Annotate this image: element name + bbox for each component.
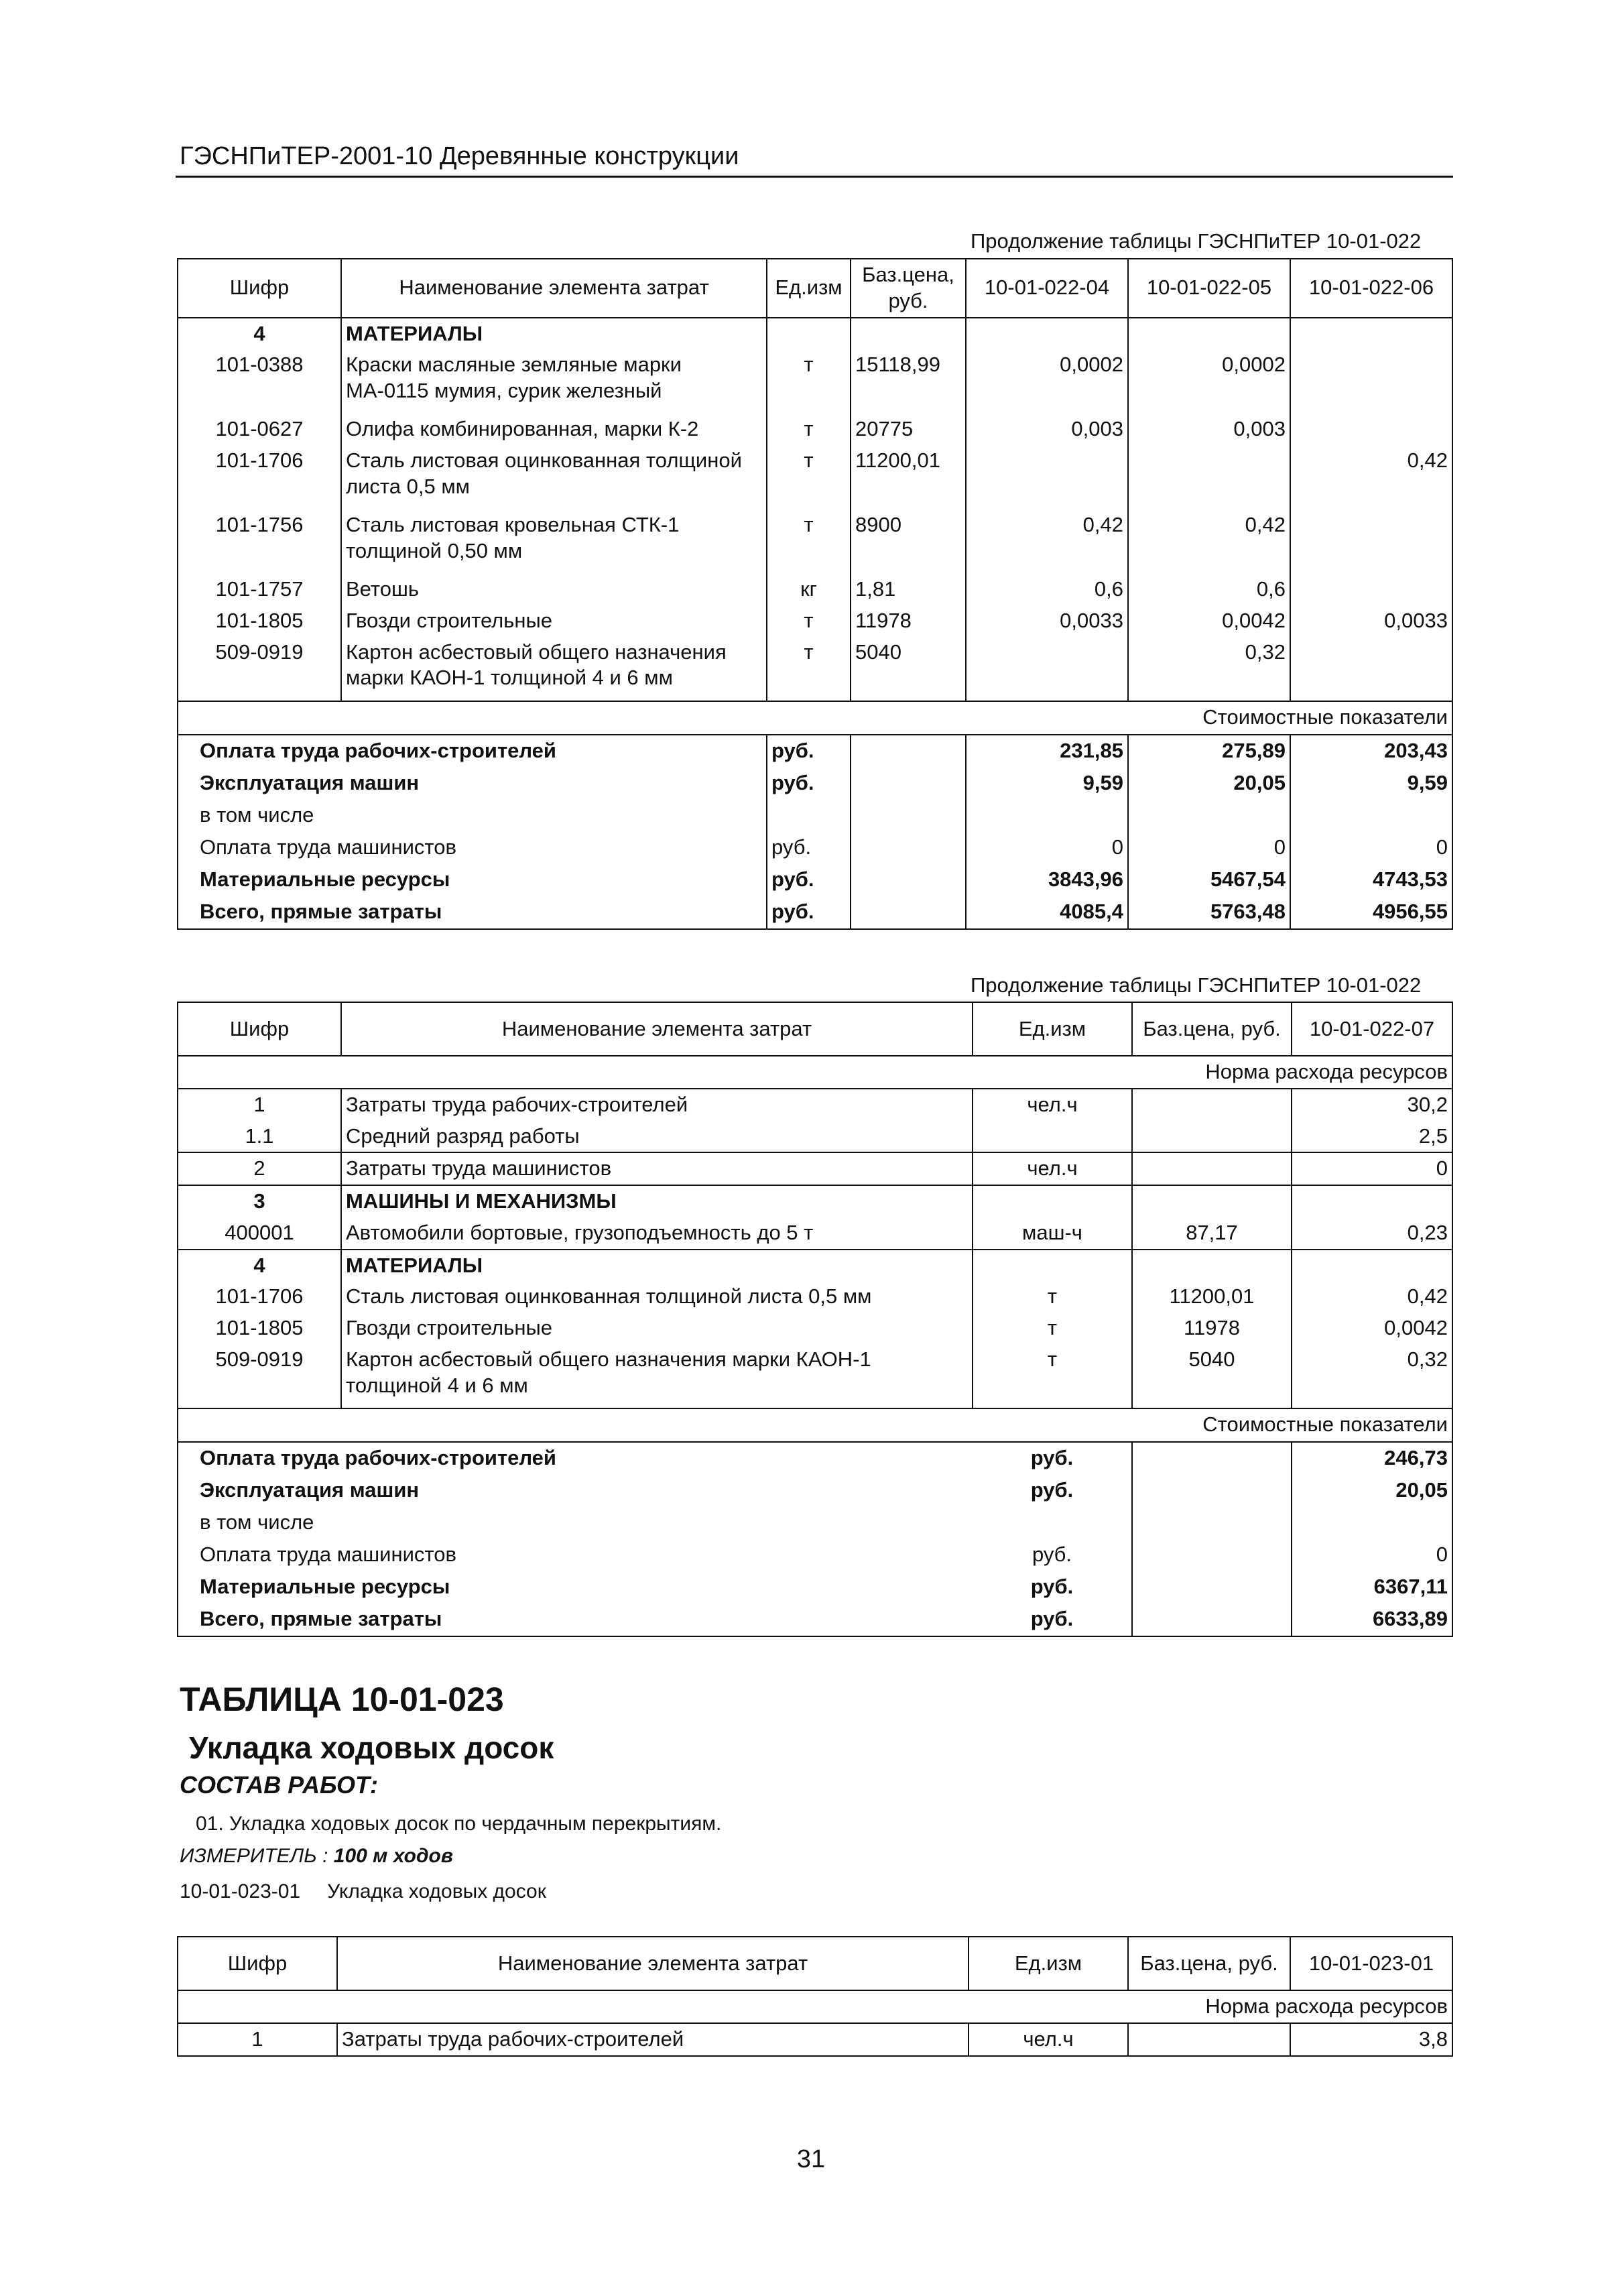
cost-row <box>178 832 1452 864</box>
cell-name: Затраты труда машинистов <box>341 1152 973 1185</box>
cell-price <box>1132 1152 1292 1185</box>
cost-row <box>178 1507 1452 1539</box>
cell-unit: т <box>767 637 851 701</box>
cell-code: 1 <box>178 1089 341 1121</box>
cell-v1: 0,42 <box>966 509 1128 574</box>
th-price: Баз.цена, руб. <box>1128 1937 1290 1990</box>
th-col-04: 10-01-022-04 <box>966 259 1128 318</box>
th-code: Шифр <box>178 259 341 318</box>
cost-value: 6367,11 <box>1292 1571 1452 1604</box>
cell-v2: 0,003 <box>1128 414 1290 445</box>
header-rule <box>176 176 1453 178</box>
table-row <box>178 637 1452 701</box>
cost-row <box>178 1604 1452 1636</box>
th-col-01: 10-01-023-01 <box>1290 1937 1452 1990</box>
cost-v3: 4743,53 <box>1290 864 1452 896</box>
cost-label: в том числе <box>178 800 767 832</box>
norm-code-name: Укладка ходовых досок <box>327 1880 546 1902</box>
table-row <box>178 1089 1452 1121</box>
cell-value: 0,23 <box>1292 1217 1452 1250</box>
table2-band-row <box>178 1408 1452 1442</box>
table2-section-row <box>178 1250 1452 1282</box>
cell-price <box>1132 1121 1292 1153</box>
table-row <box>178 445 1452 509</box>
cell-unit: чел.ч <box>973 1089 1132 1121</box>
table2 <box>177 1002 1453 1637</box>
cell-name: Гвозди строительные <box>341 605 767 637</box>
band-label: Стоимостные показатели <box>178 701 1452 735</box>
cell-unit: т <box>973 1313 1132 1344</box>
table2-header-row <box>178 1002 1452 1056</box>
measurer <box>180 1845 453 1868</box>
cell-code: 1 <box>178 2023 337 2056</box>
cost-row <box>178 1571 1452 1604</box>
cell-name: Сталь листовая оцинкованная толщиной листа 0,5 мм <box>341 1281 973 1313</box>
cost-v1: 231,85 <box>966 735 1128 768</box>
table-row <box>178 1281 1452 1313</box>
band-label: Стоимостные показатели <box>178 1408 1452 1442</box>
cost-v1: 0 <box>966 832 1128 864</box>
norm-code: 10-01-023-01 <box>180 1880 301 1902</box>
cell-code: 509-0919 <box>178 1344 341 1408</box>
cell-code: 101-0388 <box>178 349 341 414</box>
cost-row <box>178 1475 1452 1507</box>
cell-code: 509-0919 <box>178 637 341 701</box>
cell-code: 2 <box>178 1152 341 1185</box>
cell-v2: 0,6 <box>1128 574 1290 605</box>
cost-unit: руб. <box>973 1475 1132 1507</box>
table1-header-row <box>178 259 1452 318</box>
table1 <box>177 258 1453 930</box>
cell-v3 <box>1290 414 1452 445</box>
cost-label: Всего, прямые затраты <box>178 1604 973 1636</box>
cost-row <box>178 1442 1452 1475</box>
cell-unit: т <box>767 509 851 574</box>
table-row <box>178 509 1452 574</box>
cost-v2: 5467,54 <box>1128 864 1290 896</box>
cell-price: 11978 <box>851 605 966 637</box>
th-name: Наименование элемента затрат <box>341 1002 973 1056</box>
cell-code: 101-1706 <box>178 1281 341 1313</box>
cell-code: 101-1805 <box>178 605 341 637</box>
cell-code: 101-1756 <box>178 509 341 574</box>
cost-label: Материальные ресурсы <box>178 1571 973 1604</box>
cell-v1 <box>966 637 1128 701</box>
table-row <box>178 1313 1452 1344</box>
cost-v1: 3843,96 <box>966 864 1128 896</box>
th-col-06: 10-01-022-06 <box>1290 259 1452 318</box>
cell-v3: 0,42 <box>1290 445 1452 509</box>
th-col-05: 10-01-022-05 <box>1128 259 1290 318</box>
running-header: ГЭСНПиТЕР-2001-10 Деревянные конструкции <box>180 142 739 170</box>
cost-value <box>1292 1507 1452 1539</box>
section-name: МАТЕРИАЛЫ <box>341 318 767 350</box>
cost-v2: 275,89 <box>1128 735 1290 768</box>
measurer-value: 100 м ходов <box>333 1845 453 1867</box>
table-row <box>178 1152 1452 1185</box>
cell-name: Средний разряд работы <box>341 1121 973 1153</box>
cost-label: Эксплуатация машин <box>178 1475 973 1507</box>
cost-row <box>178 768 1452 800</box>
cell-v2: 0,42 <box>1128 509 1290 574</box>
cost-v3: 4956,55 <box>1290 896 1452 929</box>
cell-price: 5040 <box>851 637 966 701</box>
cell-unit: чел.ч <box>973 1152 1132 1185</box>
table-row <box>178 1344 1452 1408</box>
cell-price: 11200,01 <box>851 445 966 509</box>
cost-v2: 20,05 <box>1128 768 1290 800</box>
cost-label: Оплата труда рабочих-строителей <box>178 735 767 768</box>
cell-price: 5040 <box>1132 1344 1292 1408</box>
cell-code: 101-1757 <box>178 574 341 605</box>
cell-unit: т <box>767 445 851 509</box>
cell-price: 87,17 <box>1132 1217 1292 1250</box>
cell-code: 1.1 <box>178 1121 341 1153</box>
cost-v2: 5763,48 <box>1128 896 1290 929</box>
cell-v1: 0,003 <box>966 414 1128 445</box>
cell-price: 11978 <box>1132 1313 1292 1344</box>
th-unit: Ед.изм <box>973 1002 1132 1056</box>
cell-name: Гвозди строительные <box>341 1313 973 1344</box>
table1-section-row <box>178 318 1452 350</box>
cost-label: Оплата труда машинистов <box>178 1539 973 1571</box>
table-row <box>178 605 1452 637</box>
cell-v2: 0,0002 <box>1128 349 1290 414</box>
cell-value: 0 <box>1292 1152 1452 1185</box>
cell-unit: маш-ч <box>973 1217 1132 1250</box>
cell-v2 <box>1128 445 1290 509</box>
table-row <box>178 1217 1452 1250</box>
cell-price: 1,81 <box>851 574 966 605</box>
work-item: 01. Укладка ходовых досок по чердачным перекрытиям. <box>196 1813 722 1835</box>
cost-v3 <box>1290 800 1452 832</box>
cell-name: Сталь листовая кровельная СТК-1 толщиной 0,50 мм <box>341 509 767 574</box>
table-row <box>178 574 1452 605</box>
cost-unit: руб. <box>973 1604 1132 1636</box>
th-unit: Ед.изм <box>767 259 851 318</box>
cell-v1 <box>966 445 1128 509</box>
band-label: Норма расхода ресурсов <box>178 1990 1452 2023</box>
cell-name: Затраты труда рабочих-строителей <box>337 2023 969 2056</box>
cost-unit: руб. <box>767 735 851 768</box>
cost-value: 0 <box>1292 1539 1452 1571</box>
cost-v3: 0 <box>1290 832 1452 864</box>
cell-unit: чел.ч <box>969 2023 1128 2056</box>
cell-v3 <box>1290 574 1452 605</box>
th-name: Наименование элемента затрат <box>341 259 767 318</box>
cell-price <box>1128 2023 1290 2056</box>
cell-code: 101-1706 <box>178 445 341 509</box>
section-name: МАШИНЫ И МЕХАНИЗМЫ <box>341 1185 973 1217</box>
cost-unit: руб. <box>767 864 851 896</box>
section-code: 3 <box>178 1185 341 1217</box>
table-row <box>178 2023 1452 2056</box>
th-col-07: 10-01-022-07 <box>1292 1002 1452 1056</box>
th-name: Наименование элемента затрат <box>337 1937 969 1990</box>
cost-row <box>178 735 1452 768</box>
cell-v3 <box>1290 349 1452 414</box>
measurer-label: ИЗМЕРИТЕЛЬ : <box>180 1845 328 1867</box>
cell-price: 11200,01 <box>1132 1281 1292 1313</box>
norm-code-line <box>180 1880 546 1903</box>
cell-unit <box>973 1121 1132 1153</box>
cell-code: 101-0627 <box>178 414 341 445</box>
cost-unit: руб. <box>973 1442 1132 1475</box>
cell-unit: т <box>767 349 851 414</box>
cell-unit: т <box>973 1344 1132 1408</box>
cost-v3: 203,43 <box>1290 735 1452 768</box>
cell-v2: 0,32 <box>1128 637 1290 701</box>
table1-band-row <box>178 701 1452 735</box>
section-code: 4 <box>178 318 341 350</box>
th-price: Баз.цена, руб. <box>851 259 966 318</box>
table-row <box>178 1121 1452 1153</box>
cost-value: 20,05 <box>1292 1475 1452 1507</box>
cell-v1: 0,0002 <box>966 349 1128 414</box>
cost-v1: 4085,4 <box>966 896 1128 929</box>
cell-v3 <box>1290 509 1452 574</box>
cell-v1: 0,6 <box>966 574 1128 605</box>
cost-unit: руб. <box>973 1539 1132 1571</box>
cell-code: 400001 <box>178 1217 341 1250</box>
cell-name: Картон асбестовый общего назначения марки КАОН-1 толщиной 4 и 6 мм <box>341 1344 973 1408</box>
cell-v2: 0,0042 <box>1128 605 1290 637</box>
cost-v3: 9,59 <box>1290 768 1452 800</box>
section-code: 4 <box>178 1250 341 1282</box>
cost-unit: руб. <box>767 896 851 929</box>
cost-v1: 9,59 <box>966 768 1128 800</box>
cost-row <box>178 896 1452 929</box>
th-unit: Ед.изм <box>969 1937 1128 1990</box>
cost-unit <box>973 1507 1132 1539</box>
page-number: 31 <box>796 2145 826 2173</box>
th-code: Шифр <box>178 1002 341 1056</box>
cost-value: 246,73 <box>1292 1442 1452 1475</box>
cell-price: 8900 <box>851 509 966 574</box>
section-name: МАТЕРИАЛЫ <box>341 1250 973 1282</box>
table2-section-row <box>178 1185 1452 1217</box>
cost-label: Всего, прямые затраты <box>178 896 767 929</box>
cost-unit: руб. <box>973 1571 1132 1604</box>
cell-value: 2,5 <box>1292 1121 1452 1153</box>
cost-label: Эксплуатация машин <box>178 768 767 800</box>
cell-name: Олифа комбинированная, марки К-2 <box>341 414 767 445</box>
sostav-heading: СОСТАВ РАБОТ: <box>180 1771 378 1799</box>
cell-value: 3,8 <box>1290 2023 1452 2056</box>
cell-unit: кг <box>767 574 851 605</box>
cell-name: Затраты труда рабочих-строителей <box>341 1089 973 1121</box>
cost-unit <box>767 800 851 832</box>
cell-value: 0,0042 <box>1292 1313 1452 1344</box>
cell-unit: т <box>973 1281 1132 1313</box>
table-row <box>178 414 1452 445</box>
cost-row <box>178 864 1452 896</box>
cost-unit: руб. <box>767 832 851 864</box>
cell-v3 <box>1290 637 1452 701</box>
cell-name: Картон асбестовый общего назначения марки КАОН-1 толщиной 4 и 6 мм <box>341 637 767 701</box>
cell-unit: т <box>767 414 851 445</box>
band-label: Норма расхода ресурсов <box>178 1056 1452 1089</box>
cell-value: 0,32 <box>1292 1344 1452 1408</box>
cell-v1: 0,0033 <box>966 605 1128 637</box>
cell-v3: 0,0033 <box>1290 605 1452 637</box>
table3 <box>177 1936 1453 2057</box>
cell-unit: т <box>767 605 851 637</box>
cost-value: 6633,89 <box>1292 1604 1452 1636</box>
cost-v1 <box>966 800 1128 832</box>
cell-value: 0,42 <box>1292 1281 1452 1313</box>
cell-price: 15118,99 <box>851 349 966 414</box>
cost-v2: 0 <box>1128 832 1290 864</box>
table3-header-row <box>178 1937 1452 1990</box>
cost-v2 <box>1128 800 1290 832</box>
cell-price: 20775 <box>851 414 966 445</box>
cell-name: Ветошь <box>341 574 767 605</box>
table-title: ТАБЛИЦА 10-01-023 <box>180 1681 504 1718</box>
cost-label: в том числе <box>178 1507 973 1539</box>
th-price: Баз.цена, руб. <box>1132 1002 1292 1056</box>
cell-code: 101-1805 <box>178 1313 341 1344</box>
table3-band-row <box>178 1990 1452 2023</box>
table-subtitle: Укладка ходовых досок <box>189 1730 554 1765</box>
cell-name: Сталь листовая оцинкованная толщиной листа 0,5 мм <box>341 445 767 509</box>
cost-label: Оплата труда машинистов <box>178 832 767 864</box>
cell-name: Краски масляные земляные марки МА-0115 мумия, сурик железный <box>341 349 767 414</box>
cell-name: Автомобили бортовые, грузоподъемность до 5 т <box>341 1217 973 1250</box>
table2-caption: Продолжение таблицы ГЭСНПиТЕР 10-01-022 <box>971 973 1422 997</box>
cell-price <box>1132 1089 1292 1121</box>
th-code: Шифр <box>178 1937 337 1990</box>
table1-caption: Продолжение таблицы ГЭСНПиТЕР 10-01-022 <box>971 229 1422 253</box>
cell-value: 30,2 <box>1292 1089 1452 1121</box>
cost-row <box>178 800 1452 832</box>
cost-row <box>178 1539 1452 1571</box>
cost-unit: руб. <box>767 768 851 800</box>
table2-band-row <box>178 1056 1452 1089</box>
table-row <box>178 349 1452 414</box>
cost-label: Оплата труда рабочих-строителей <box>178 1442 973 1475</box>
cost-label: Материальные ресурсы <box>178 864 767 896</box>
